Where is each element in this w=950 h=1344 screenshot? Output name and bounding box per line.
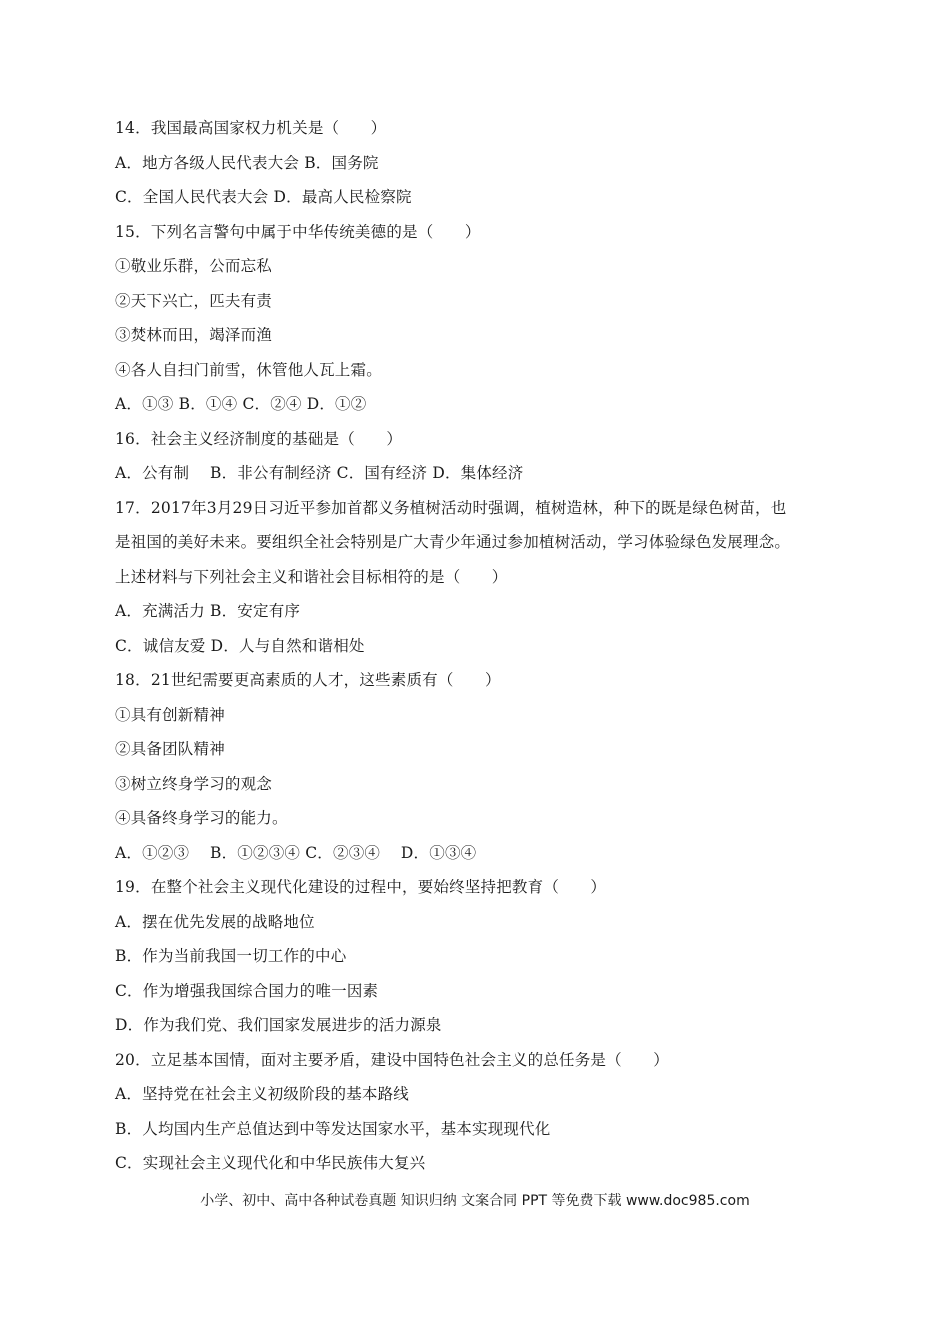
page-footer: 小学、初中、高中各种试卷真题 知识归纳 文案合同 PPT 等免费下载 www.doc985.com <box>200 1193 750 1209</box>
question-18-stem: 18．21世纪需要更高素质的人才，这些素质有（ ） <box>115 671 501 689</box>
question-content <box>115 117 845 1187</box>
question-18-options: A．①②③ B．①②③④ C．②③④ D．①③④ <box>115 843 477 862</box>
question-17-stem-line-1: 17．2017年3月29日习近平参加首都义务植树活动时强调，植树造林，种下的既是绿色树苗，也 <box>115 498 787 517</box>
question-14-stem: 14．我国最高国家权力机关是（ ） <box>115 119 387 137</box>
question-17-stem-line-3: 上述材料与下列社会主义和谐社会目标相符的是（ ） <box>115 567 508 586</box>
question-16-stem: 16．社会主义经济制度的基础是（ ） <box>115 429 403 448</box>
question-20-stem: 20．立足基本国情，面对主要矛盾，建设中国特色社会主义的总任务是（ ） <box>115 1050 669 1069</box>
question-19-stem: 19．在整个社会主义现代化建设的过程中，要始终坚持把教育（ ） <box>115 878 607 896</box>
question-15-item-4: ④各人自扫门前雪，休管他人瓦上霜。 <box>115 360 382 379</box>
question-20-option-c: C．实现社会主义现代化和中华民族伟大复兴 <box>115 1154 426 1172</box>
question-19-option-a: A．摆在优先发展的战略地位 <box>115 912 315 931</box>
question-19-option-b: B．作为当前我国一切工作的中心 <box>115 947 347 965</box>
question-20-option-a: A．坚持党在社会主义初级阶段的基本路线 <box>115 1085 409 1103</box>
question-15-options: A．①③ B．①④ C．②④ D．①② <box>115 395 367 413</box>
question-14-options-cd: C．全国人民代表大会 D．最高人民检察院 <box>115 188 412 206</box>
question-15-stem: 15．下列名言警句中属于中华传统美德的是（ ） <box>115 222 481 241</box>
question-18-item-1: ①具有创新精神 <box>115 705 225 724</box>
question-15-item-1: ①敬业乐群，公而忘私 <box>115 257 273 275</box>
question-17-stem-line-2: 是祖国的美好未来。要组织全社会特别是广大青少年通过参加植树活动，学习体验绿色发展理念。 <box>115 533 791 551</box>
question-15-item-3: ③焚林而田，竭泽而渔 <box>115 326 273 344</box>
question-17-options-cd: C．诚信友爱 D．人与自然和谐相处 <box>115 636 365 655</box>
question-18-item-2: ②具备团队精神 <box>115 740 225 758</box>
question-17-options-ab: A．充满活力 B．安定有序 <box>115 602 301 620</box>
question-15-item-2: ②天下兴亡，匹夫有责 <box>115 291 273 310</box>
question-20-option-b: B．人均国内生产总值达到中等发达国家水平，基本实现现代化 <box>115 1119 551 1138</box>
question-19-option-c: C．作为增强我国综合国力的唯一因素 <box>115 981 379 1000</box>
question-14-options-ab: A．地方各级人民代表大会 B．国务院 <box>115 153 379 172</box>
question-16-options: A．公有制 B．非公有制经济 C．国有经济 D．集体经济 <box>115 464 524 482</box>
question-18-item-3: ③树立终身学习的观念 <box>115 774 273 793</box>
question-19-option-d: D．作为我们党、我们国家发展进步的活力源泉 <box>115 1016 442 1034</box>
question-18-item-4: ④具备终身学习的能力。 <box>115 809 288 827</box>
